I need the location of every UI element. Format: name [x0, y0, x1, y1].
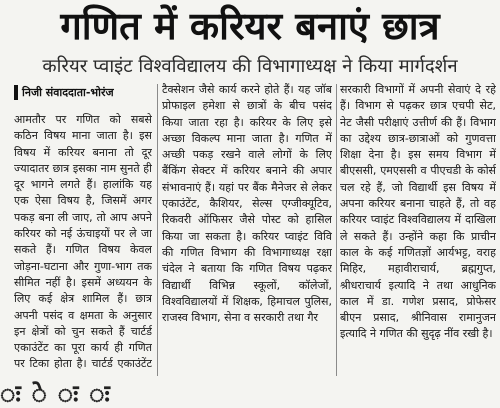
byline-block [14, 82, 152, 104]
article-column-2 [162, 82, 332, 374]
column-2-text: टैक्सेशन जैसे कार्य करने होते हैं। यह जॉब प्रोफाइल हमेशा से छात्रों के बीच पसंद किया जाता रहा है। करियर के लिए इसे अच्छा विकल्प माना जाता है। गणित में अच्छी पकड़ रखने वाले लोगों के लिए बैंकिंग सेक्टर में करियर बनाने की अपार संभावनाएं हैं। यहां पर बैंक मैनेजर से लेकर एकाउंटेंट, कैशियर, सेल्स एग्जीक्यूटिव, रिकवरी ऑफिसर जैसे पोस्ट को हासिल किया जा सकता है। करियर प्वाइंट विवि की गणित विभाग की विभागाध्यक्ष रक्षा चंदेल ने बताया कि गणित विषय पढ़कर विद्यार्थी विभिन्न स्कूलों, कॉलेजों, विश्वविद्यालयों में शिक्षक, हिमाचल पुलिस, राजस्व विभाग, सेना व सरकारी तथा गैर [162, 83, 332, 325]
subheadline: करियर प्वाइंट विश्वविद्यालय की विभागाध्यक्ष ने किया मार्गदर्शन [42, 56, 458, 77]
cropped-next-headline: ः े ः ः [0, 380, 114, 408]
byline-marker [14, 85, 18, 100]
byline: निजी संवाददाता-भोरंज [22, 86, 114, 99]
column-divider-1 [157, 84, 158, 376]
article-column-3 [340, 82, 496, 374]
column-divider-2 [336, 84, 337, 376]
article-column-1 [14, 112, 152, 374]
column-3-text: सरकारी विभागों में अपनी सेवाएं दे रहे हैं। विभाग से पढ़कर छात्र एचपी सेट, नेट जैसी परीक्षाएं उत्तीर्ण की हैं। विभाग का उद्देश्य छात्र-छात्राओं को गुणवत्ता शिक्षा देना है। इस समय विभाग में बीएससी, एमएससी व पीएचडी के कोर्स चल रहे हैं, जो विद्यार्थी इस विषय में अपना करियर बनाना चाहते हैं, तो वह करियर प्वाइंट विश्वविद्यालय में दाखिला ले सकते हैं। उन्होंने कहा कि प्राचीन काल के कई गणितज्ञों आर्यभट्ट, वराह मिहिर, महावीराचार्य, ब्रह्मगुप्त, श्रीधराचार्य इत्यादि ने तथा आधुनिक काल में डा. गणेश प्रसाद, प्रोफेसर बीएन प्रसाद, श्रीनिवास रामानुजन इत्यादि ने गणित की सुदृढ़ नींव रखी है। [340, 83, 496, 341]
headline: गणित में करियर बनाएं छात्र [60, 4, 440, 48]
column-1-text: आमतौर पर गणित को सबसे कठिन विषय माना जाता है। इस विषय में करियर बनाना तो दूर ज्यादातर छात्र इसका नाम सुनते ही दूर भागने लगते हैं। हालांकि यह एक ऐसा विषय है, जिसमें अगर पकड़ बना ली जाए, तो आप अपने करियर को नई ऊंचाइयों पर ले जा सकते हैं। गणित विषय केवल जोड़ना-घटाना और गुणा-भाग तक सीमित नहीं है। इसमें अध्ययन के लिए कई क्षेत्र शामिल हैं। छात्र अपनी पसंद व क्षमता के अनुसार इन क्षेत्रों को चुन सकते हैं चार्टर्ड एकाउंटेंट का पूरा कार्य ही गणित पर टिका होता है। चार्टर्ड एकाउंटेंट [14, 113, 152, 371]
